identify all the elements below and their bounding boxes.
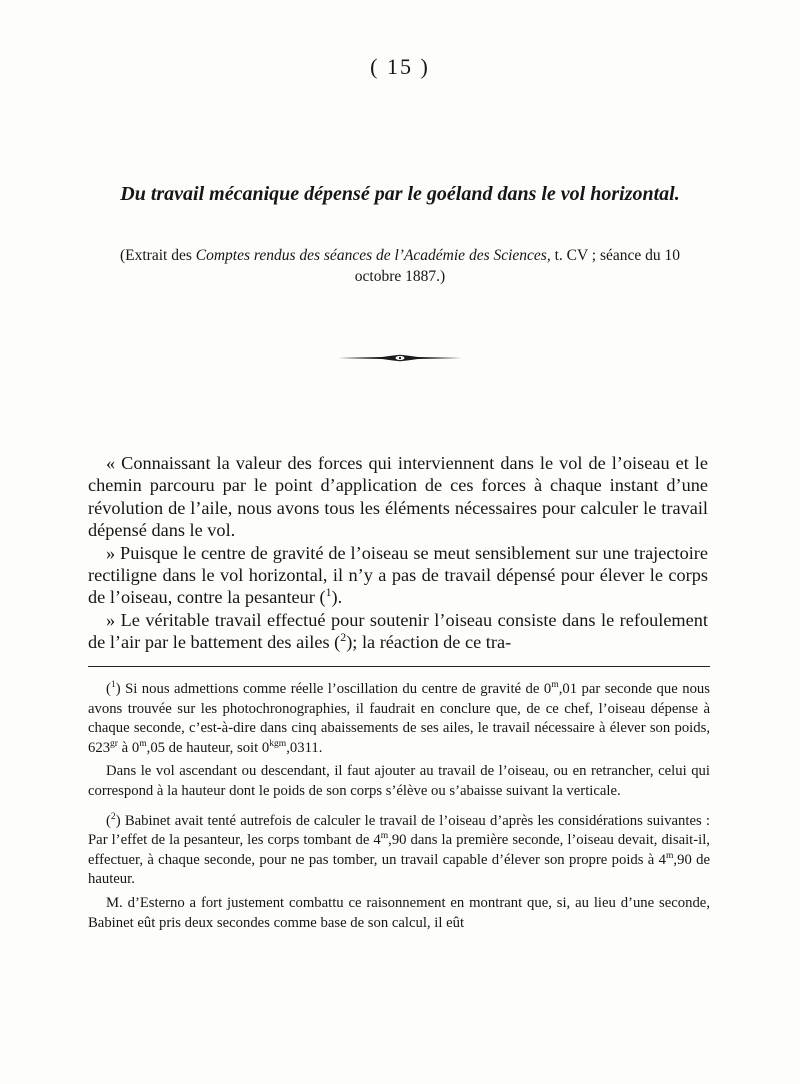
- paragraph-1: « Connaissant la valeur des forces qui interviennent dans le vol de l’oiseau et le chemin parcouru par le point d’application de ces forces à chaque instant d’une révolution de l’aile, nous avons tous les éléments nécessaires pour calculer le travail dépensé dans le vol.: [88, 453, 708, 541]
- page-number: ( 15 ): [370, 54, 430, 79]
- ornament-divider: [336, 352, 464, 364]
- footnote-2-continued: M. d’Esterno a fort justement combattu ce raisonnement en montrant que, si, au lieu d’une seconde, Babinet eût pris deux secondes comme base de son calcul, il eût: [88, 894, 710, 931]
- footnote-1: ($^1$) Si nous admettions comme réelle l’oscillation du centre de gravité de 0$^m$,01 par seconde que nous avons trouvée sur les photochronographies, il faudrait en conclure que, de ce chef, l’oiseau dépense à chaque seconde, c’est-à-dire dans cinq abaissements de ses ailes, le travail nécessaire à élever son poids, $623^{gr}$ à 0$^m$,05 de hauteur, soit $0^{kgm},0311$.: [88, 679, 710, 756]
- footnotes: [88, 680, 710, 933]
- article-title: Du travail mécanique dépensé par le goéland dans le vol horizontal.: [120, 183, 680, 205]
- extract-rest: t. CV ; séance du 10 octobre 1887.): [354, 247, 681, 285]
- footnote-ref-1: 1: [325, 585, 332, 600]
- paragraph-3: » Le véritable travail effectué pour soutenir l’oiseau consiste dans le refoulement de l’air par le battement des ailes ($^2$); la réaction de ce tra-: [88, 609, 708, 653]
- main-text: [88, 452, 708, 654]
- paragraph-2: » Puisque le centre de gravité de l’oiseau se meut sensiblement sur une trajectoire rectiligne dans le vol horizontal, il n’y a pas de travail dépensé pour élever le corps de l’oiseau, contre la pesanteur ($^1$).: [88, 542, 708, 608]
- extract-note: [100, 245, 700, 287]
- footnote-2-mark: 2: [110, 810, 116, 822]
- footnote-1-mark: 1: [110, 679, 116, 691]
- footnote-ref-2: 2: [340, 630, 347, 645]
- extract-journal: Comptes rendus des séances de l’Académie des Sciences,: [195, 247, 551, 264]
- footnote-rule: [88, 666, 710, 667]
- footnote-2: ($^2$) Babinet avait tenté autrefois de calculer le travail de l’oiseau d’après les considérations suivantes : Par l’effet de la pesanteur, les corps tombant de 4$^m$,90 dans la première seconde, l’oiseau devait, disait-il, effectuer, à chaque seconde, pour ne pas tomber, un travail capable d’élever son propre poids à 4$^m$,90 de hauteur.: [88, 810, 710, 888]
- extract-open: (Extrait des: [119, 247, 196, 264]
- footnote-1-continued: Dans le vol ascendant ou descendant, il faut ajouter au travail de l’oiseau, ou en retrancher, celui qui correspond à la hauteur dont le poids de son corps s’élève ou s’abaisse suivant la verticale.: [88, 763, 710, 799]
